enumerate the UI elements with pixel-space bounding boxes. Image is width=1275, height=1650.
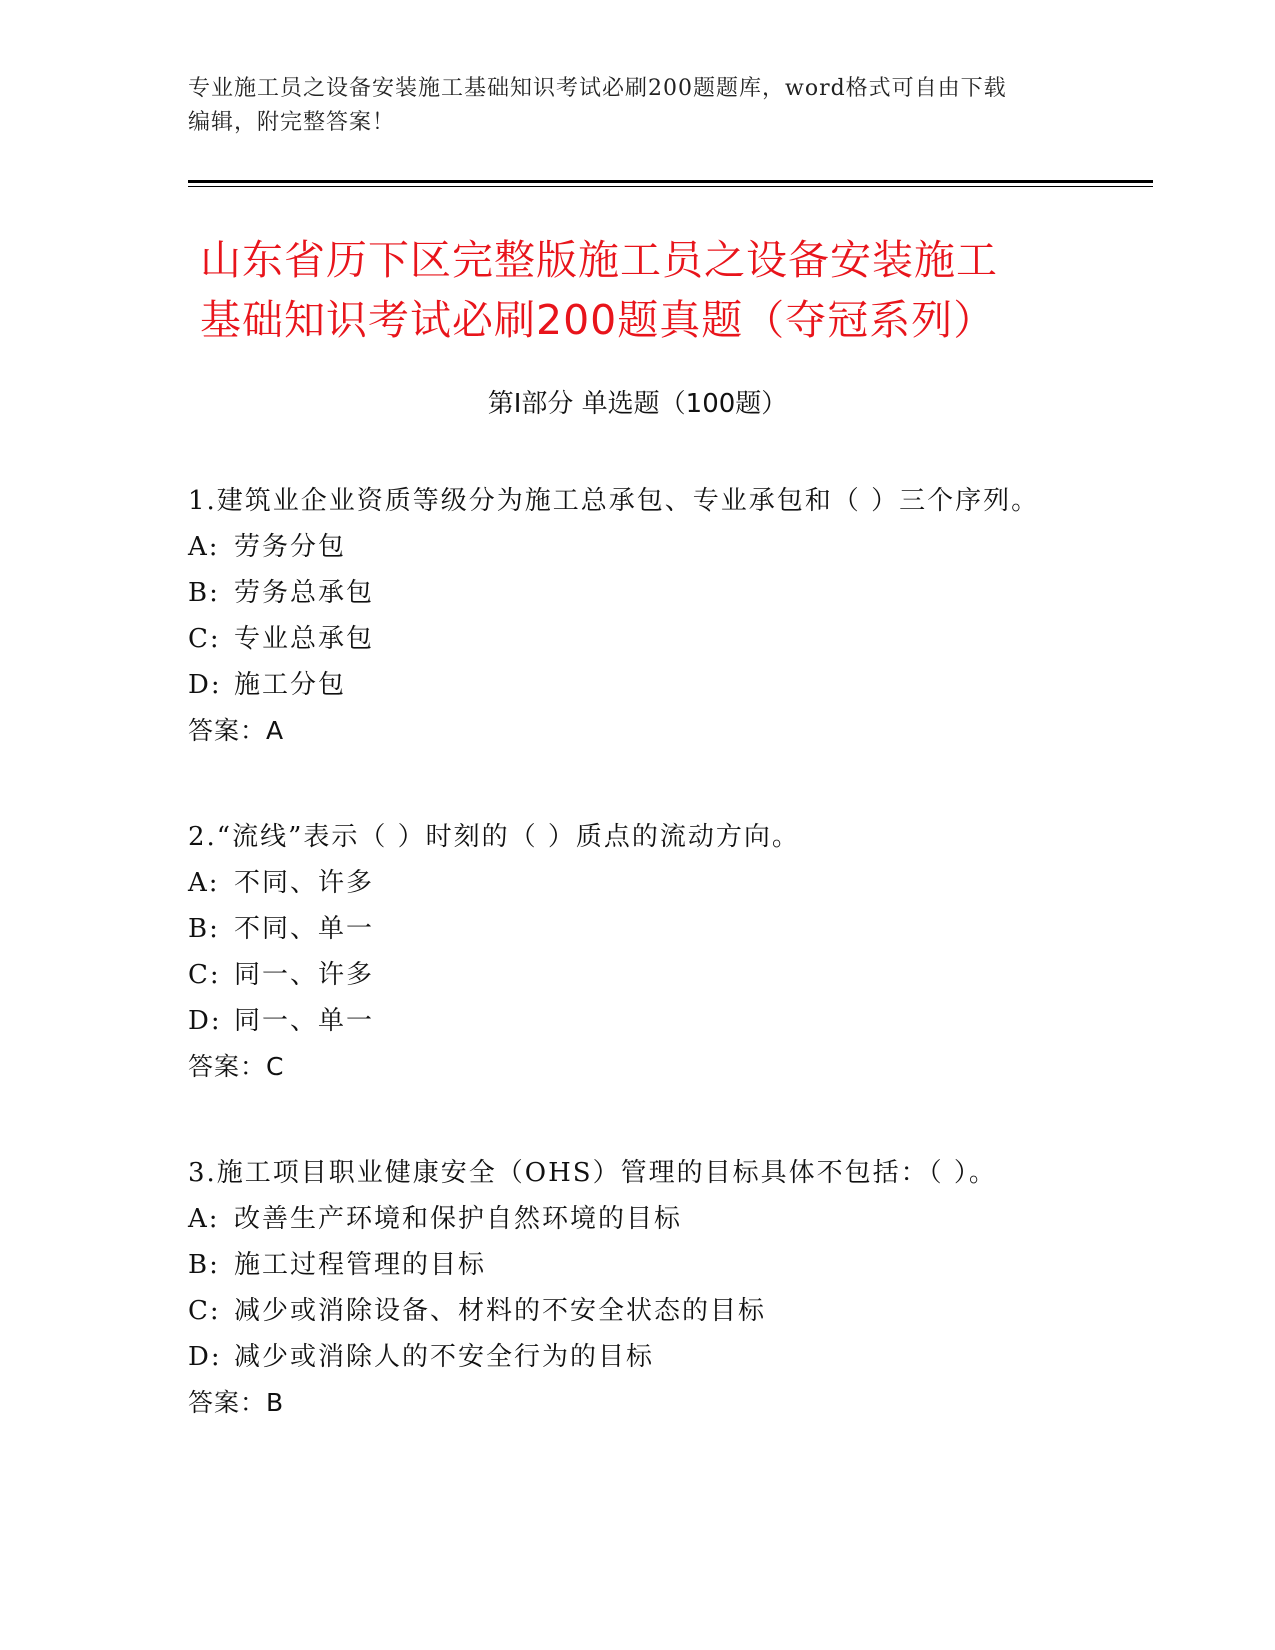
option-letter: A: (188, 868, 220, 898)
header-note-line-2: 编辑，附完整答案！ (188, 110, 396, 135)
option-letter: A: (188, 1204, 220, 1234)
option-letter: A: (188, 532, 220, 562)
option-text: 劳务总承包 (234, 578, 375, 608)
answer-line: 答案：A (188, 716, 285, 745)
document-title (200, 230, 1100, 350)
question-3 (188, 1150, 1148, 1426)
option-letter: C: (188, 960, 221, 990)
option-letter: C: (188, 1296, 221, 1326)
section-heading: 第Ⅰ部分 单选题（100题） (487, 389, 788, 419)
option-a (188, 860, 1148, 906)
header-note (188, 72, 1088, 140)
option-text: 不同、许多 (234, 868, 375, 898)
option-text: 减少或消除人的不安全行为的目标 (234, 1342, 655, 1372)
question-2 (188, 814, 1148, 1090)
option-text: 改善生产环境和保护自然环境的目标 (234, 1204, 683, 1234)
option-b (188, 906, 1148, 952)
question-1 (188, 478, 1148, 754)
option-a (188, 524, 1148, 570)
question-stem: 2.“流线”表示（ ）时刻的（ ）质点的流动方向。 (188, 822, 800, 852)
document-title-line-2: 基础知识考试必刷200题真题（夺冠系列） (200, 296, 996, 344)
option-letter: C: (188, 624, 221, 654)
question-stem: 1.建筑业企业资质等级分为施工总承包、专业承包和（ ）三个序列。 (188, 486, 1040, 516)
option-d (188, 662, 1148, 708)
option-letter: B: (188, 1250, 220, 1280)
option-text: 不同、单一 (234, 914, 375, 944)
option-c (188, 616, 1148, 662)
option-d (188, 1334, 1148, 1380)
option-letter: D: (188, 1342, 222, 1372)
header-note-line-1: 专业施工员之设备安装施工基础知识考试必刷200题题库，word格式可自由下载 (188, 76, 1007, 101)
option-d (188, 998, 1148, 1044)
option-letter: D: (188, 1006, 222, 1036)
header-rule-thick (188, 180, 1153, 183)
option-c (188, 952, 1148, 998)
option-b (188, 570, 1148, 616)
answer-line: 答案：B (188, 1388, 285, 1417)
option-text: 施工过程管理的目标 (234, 1250, 487, 1280)
option-letter: B: (188, 914, 220, 944)
option-b (188, 1242, 1148, 1288)
option-text: 劳务分包 (234, 532, 347, 562)
option-text: 同一、许多 (234, 960, 375, 990)
question-stem: 3.施工项目职业健康安全（OHS）管理的目标具体不包括：（ ）。 (188, 1158, 997, 1188)
option-c (188, 1288, 1148, 1334)
header-rule-thin (188, 186, 1153, 187)
option-text: 施工分包 (234, 670, 347, 700)
option-text: 专业总承包 (234, 624, 375, 654)
option-text: 同一、单一 (234, 1006, 375, 1036)
option-a (188, 1196, 1148, 1242)
question-list (188, 478, 1148, 1486)
option-text: 减少或消除设备、材料的不安全状态的目标 (234, 1296, 767, 1326)
document-title-line-1: 山东省历下区完整版施工员之设备安装施工 (200, 236, 998, 284)
answer-line: 答案：C (188, 1052, 285, 1081)
option-letter: B: (188, 578, 220, 608)
option-letter: D: (188, 670, 222, 700)
